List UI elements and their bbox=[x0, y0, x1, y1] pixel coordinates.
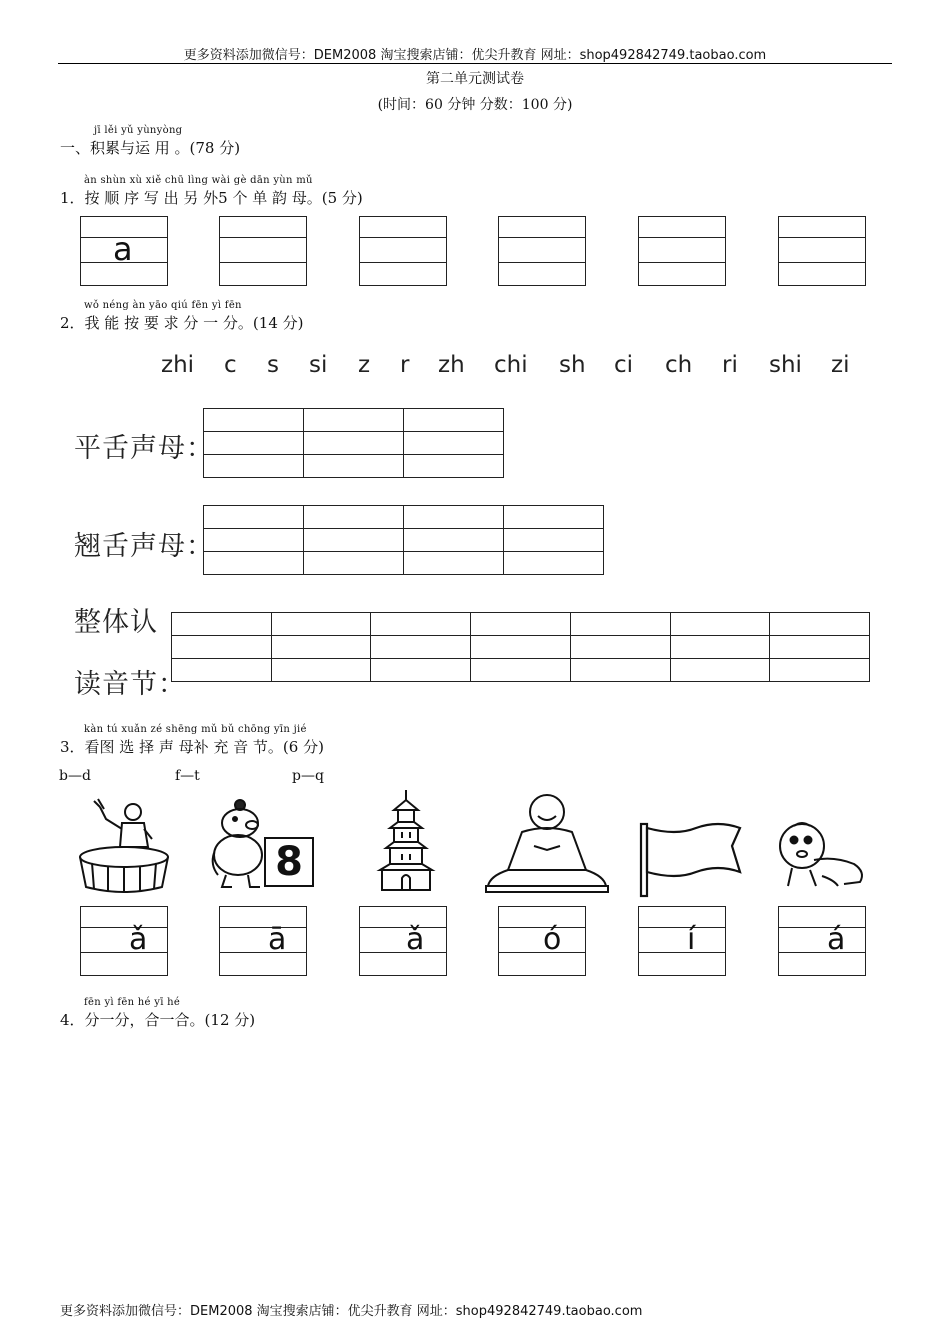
page-footer: 更多资料添加微信号：DEM2008 淘宝搜索店铺：优尖升教育 网址：shop492842749.taobao.com bbox=[60, 1304, 643, 1319]
syllable-shi: shi bbox=[769, 352, 802, 378]
q3-answer-grid-2[interactable] bbox=[219, 906, 307, 976]
syllable-si: si bbox=[309, 352, 328, 378]
q1-answer-grid-2[interactable] bbox=[219, 216, 307, 286]
tone-mark-5: í bbox=[687, 922, 696, 957]
header-divider bbox=[58, 63, 892, 64]
syllable-chi: chi bbox=[494, 352, 528, 378]
q4-pinyin: fēn yì fēn hé yī hé bbox=[84, 997, 181, 1008]
q1-pinyin: àn shùn xù xiě chū lìng wài gè dān yùn mǔ bbox=[84, 175, 313, 186]
q1-answer-grid-5[interactable] bbox=[638, 216, 726, 286]
label-flat-initials: 平舌声母： bbox=[74, 433, 214, 464]
q3-answer-grid-4[interactable] bbox=[498, 906, 586, 976]
syllable-r: r bbox=[400, 352, 410, 378]
label-whole-syllables-line1: 整体认 bbox=[74, 607, 158, 638]
q1-question: 1．按 顺 序 写 出 另 外5 个 单 韵 母。(5 分) bbox=[60, 189, 363, 207]
q3-pinyin: kàn tú xuǎn zé shēng mǔ bǔ chōng yīn jié bbox=[84, 724, 307, 735]
syllable-c: c bbox=[224, 352, 237, 378]
q3-answer-grid-6[interactable] bbox=[778, 906, 866, 976]
syllable-z: z bbox=[358, 352, 371, 378]
retroflex-initials-table[interactable] bbox=[203, 505, 604, 575]
syllable-s: s bbox=[267, 352, 279, 378]
section1-pinyin: jī lěi yǔ yùnyòng bbox=[94, 125, 183, 136]
page-subtitle: (时间：60 分钟 分数：100 分) bbox=[377, 97, 573, 113]
pair-p-q: p—q bbox=[292, 768, 324, 784]
syllable-zi: zi bbox=[831, 352, 850, 378]
q2-question: 2．我 能 按 要 求 分 一 分。(14 分) bbox=[60, 314, 304, 332]
tone-mark-4: ó bbox=[543, 922, 562, 957]
pair-f-t: f—t bbox=[175, 768, 200, 784]
tone-mark-3: ǎ bbox=[406, 922, 425, 957]
flat-initials-table[interactable] bbox=[203, 408, 504, 478]
syllable-zh: zh bbox=[438, 352, 465, 378]
syllable-zhi: zhi bbox=[161, 352, 195, 378]
q4-question: 4．分一分，合一合。(12 分) bbox=[60, 1011, 256, 1029]
pig-eight-icon bbox=[208, 795, 272, 890]
q1-answer-grid-3[interactable] bbox=[359, 216, 447, 286]
tone-mark-1: ǎ bbox=[129, 922, 148, 957]
q3-answer-grid-1[interactable] bbox=[80, 906, 168, 976]
tone-mark-6: á bbox=[827, 922, 846, 957]
q3-question: 3．看图 选 择 声 母补 充 音 节。(6 分) bbox=[60, 738, 324, 756]
number-eight-card: 8 bbox=[264, 837, 314, 887]
whole-syllables-table[interactable] bbox=[171, 612, 870, 682]
pair-b-d: b—d bbox=[59, 768, 91, 784]
section1-heading: 一、积累与运 用 。(78 分) bbox=[60, 139, 241, 157]
q1-answer-grid-1 bbox=[80, 216, 168, 286]
label-retroflex-initials: 翘舌声母： bbox=[74, 531, 214, 562]
q1-given-letter: a bbox=[113, 230, 133, 268]
q3-answer-grid-5[interactable] bbox=[638, 906, 726, 976]
page-title: 第二单元测试卷 bbox=[426, 71, 524, 87]
syllable-ch: ch bbox=[665, 352, 693, 378]
page-header: 更多资料添加微信号：DEM2008 淘宝搜索店铺：优尖升教育 网址：shop492842749.taobao.com bbox=[183, 48, 767, 63]
tone-mark-2: ā bbox=[268, 922, 287, 957]
buddha-icon bbox=[482, 790, 612, 894]
pagoda-icon bbox=[372, 788, 440, 894]
syllable-ri: ri bbox=[722, 352, 738, 378]
q3-answer-grid-3[interactable] bbox=[359, 906, 447, 976]
syllable-sh: sh bbox=[559, 352, 586, 378]
flag-icon bbox=[636, 822, 746, 898]
q1-answer-grid-6[interactable] bbox=[778, 216, 866, 286]
q1-answer-grid-4[interactable] bbox=[498, 216, 586, 286]
baby-icon bbox=[774, 820, 868, 894]
syllable-ci: ci bbox=[614, 352, 634, 378]
label-whole-syllables-line2: 读音节： bbox=[74, 669, 186, 700]
q2-pinyin: wǒ néng àn yāo qiú fēn yì fēn bbox=[84, 300, 242, 311]
drum-boy-icon bbox=[78, 795, 170, 895]
